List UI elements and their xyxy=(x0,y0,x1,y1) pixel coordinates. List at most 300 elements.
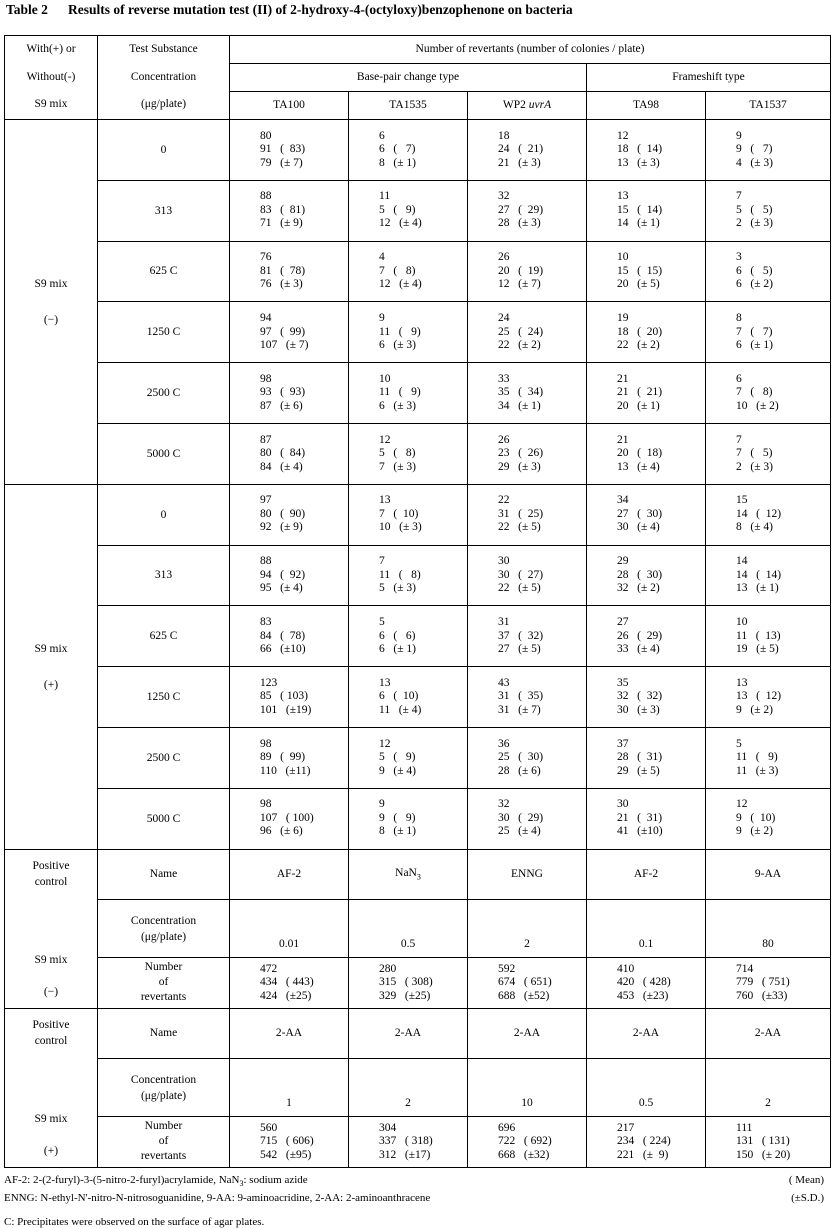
revertant-cell xyxy=(468,241,587,302)
plate-count: 29 xyxy=(617,555,629,568)
data-row xyxy=(5,788,831,849)
plate-count-sd: 13 (± 3) xyxy=(617,156,660,169)
plate-count: 27 xyxy=(617,616,629,629)
control-concentration: 1 xyxy=(230,1059,349,1117)
plate-count: 98 xyxy=(260,372,272,385)
plate-count: 76 xyxy=(260,251,272,264)
strain-ta100: TA100 xyxy=(230,92,349,120)
revertant-cell xyxy=(349,727,468,788)
plate-count-sd: 11 (± 3) xyxy=(736,764,779,777)
plate-count-mean: 18 ( 20) xyxy=(617,325,663,338)
revertant-cell xyxy=(349,1117,468,1168)
plate-count: 7 xyxy=(736,433,742,446)
revertant-cell xyxy=(349,788,468,849)
data-row xyxy=(5,606,831,667)
revertant-cell xyxy=(706,958,831,1009)
revertant-cell xyxy=(706,120,831,181)
plate-count-sd: 7 (± 3) xyxy=(379,460,416,473)
plate-count-mean: 6 ( 10) xyxy=(379,690,419,703)
plate-count-mean: 28 ( 30) xyxy=(617,568,663,581)
plate-count-mean: 21 ( 21) xyxy=(617,386,663,399)
plate-count-sd: 329 (±25) xyxy=(379,989,431,1002)
plate-count: 10 xyxy=(736,616,748,629)
plate-count-sd: 71 (± 9) xyxy=(260,217,303,230)
plate-count-mean: 91 ( 83) xyxy=(260,143,306,156)
plate-count-sd: 760 (±33) xyxy=(736,989,788,1002)
revertant-cell xyxy=(706,241,831,302)
plate-count-sd: 6 (± 3) xyxy=(379,339,416,352)
revertant-cell xyxy=(468,958,587,1009)
plate-count-mean: 27 ( 30) xyxy=(617,507,663,520)
plate-count-mean: 7 ( 8) xyxy=(379,264,416,277)
s9-label-line: (+) xyxy=(43,678,59,691)
plate-count: 5 xyxy=(736,737,742,750)
revertant-cell xyxy=(230,120,349,181)
concentration-cell: 1250 C xyxy=(98,667,230,728)
plate-count: 21 xyxy=(617,372,629,385)
revertant-cell xyxy=(468,484,587,545)
plate-count-mean: 84 ( 78) xyxy=(260,629,306,642)
plate-count-mean: 9 ( 7) xyxy=(736,143,773,156)
plate-count: 696 xyxy=(498,1121,516,1134)
positive-control-text: Positive xyxy=(32,859,70,872)
plate-count: 18 xyxy=(498,129,510,142)
concentration-cell: 1250 C xyxy=(98,302,230,363)
revertant-cell xyxy=(468,363,587,424)
plate-count-sd: 22 (± 2) xyxy=(498,339,541,352)
plate-count: 592 xyxy=(498,962,516,975)
positive-control-text: control xyxy=(34,1034,68,1047)
plate-count: 111 xyxy=(736,1121,753,1134)
plate-count-sd: 11 (± 4) xyxy=(379,703,422,716)
plate-count-mean: 674 ( 651) xyxy=(498,976,552,989)
s9-label-line: S9 mix xyxy=(34,277,68,290)
control-concentration: 10 xyxy=(468,1059,587,1117)
revertants-label: Number of revertants xyxy=(98,958,230,1009)
concentration-cell: 0 xyxy=(98,120,230,181)
revertant-cell xyxy=(349,667,468,728)
revertant-cell xyxy=(587,241,706,302)
s9-label-line: (−) xyxy=(43,985,59,998)
positive-control-label xyxy=(5,849,98,1008)
plate-count-mean: 26 ( 29) xyxy=(617,629,663,642)
plate-count-mean: 11 ( 9) xyxy=(379,325,421,338)
revertant-cell xyxy=(706,788,831,849)
frameshift-header: Frameshift type xyxy=(587,64,831,92)
s9-group-label xyxy=(5,484,98,849)
plate-count-mean: 6 ( 5) xyxy=(736,264,773,277)
plate-count-mean: 35 ( 34) xyxy=(498,386,544,399)
plate-count-sd: 28 (± 6) xyxy=(498,764,541,777)
revertant-cell xyxy=(230,1117,349,1168)
revertant-cell xyxy=(349,302,468,363)
plate-count: 32 xyxy=(498,798,510,811)
plate-count-sd: 10 (± 3) xyxy=(379,521,422,534)
plate-count-mean: 21 ( 31) xyxy=(617,811,663,824)
revertant-cell xyxy=(587,363,706,424)
plate-count-mean: 5 ( 9) xyxy=(379,203,416,216)
revertant-cell xyxy=(587,958,706,1009)
plate-count-sd: 107 (± 7) xyxy=(260,339,309,352)
plate-count: 7 xyxy=(736,190,742,203)
revertants-label: Number of revertants xyxy=(98,1117,230,1168)
revertant-cell xyxy=(349,241,468,302)
plate-count-sd: 101 (±19) xyxy=(260,703,312,716)
test-substance-header: Test Substance Concentration (μg/plate) xyxy=(98,36,230,120)
plate-count: 24 xyxy=(498,312,510,325)
plate-count-mean: 234 ( 224) xyxy=(617,1135,671,1148)
plate-count-sd: 6 (± 1) xyxy=(736,339,773,352)
plate-count: 11 xyxy=(379,190,391,203)
concentration-label: Concentration (μg/plate) xyxy=(98,1059,230,1117)
revertant-cell xyxy=(587,302,706,363)
plate-count: 43 xyxy=(498,676,510,689)
plate-count-mean: 24 ( 21) xyxy=(498,143,544,156)
revertant-cell xyxy=(230,363,349,424)
plate-count-mean: 28 ( 31) xyxy=(617,751,663,764)
control-substance-name: 9-AA xyxy=(706,849,831,899)
control-concentration: 0.5 xyxy=(587,1059,706,1117)
plate-count: 26 xyxy=(498,251,510,264)
revertant-cell xyxy=(587,545,706,606)
plate-count-mean: 14 ( 12) xyxy=(736,507,782,520)
plate-count: 37 xyxy=(617,737,629,750)
plate-count-sd: 76 (± 3) xyxy=(260,278,303,291)
revertant-cell xyxy=(587,606,706,667)
data-row xyxy=(5,423,831,484)
plate-count-mean: 6 ( 6) xyxy=(379,629,416,642)
plate-count: 13 xyxy=(617,190,629,203)
plate-count-mean: 80 ( 84) xyxy=(260,447,306,460)
plate-count-sd: 33 (± 4) xyxy=(617,643,660,656)
plate-count-mean: 27 ( 29) xyxy=(498,203,544,216)
revertant-cell xyxy=(349,545,468,606)
revertant-cell xyxy=(587,180,706,241)
concentration-cell: 625 C xyxy=(98,241,230,302)
table-title xyxy=(6,2,573,18)
plate-count-sd: 12 (± 7) xyxy=(498,278,541,291)
plate-count-sd: 9 (± 2) xyxy=(736,703,773,716)
plate-count-mean: 31 ( 25) xyxy=(498,507,544,520)
revertant-cell xyxy=(587,667,706,728)
plate-count: 123 xyxy=(260,676,278,689)
plate-count: 19 xyxy=(617,312,629,325)
plate-count-sd: 66 (±10) xyxy=(260,643,306,656)
plate-count: 97 xyxy=(260,494,272,507)
data-row xyxy=(5,302,831,363)
plate-count-sd: 8 (± 4) xyxy=(736,521,773,534)
concentration-label: Concentration (μg/plate) xyxy=(98,900,230,958)
revertant-cell xyxy=(349,423,468,484)
plate-count-mean: 20 ( 18) xyxy=(617,447,663,460)
header-row-1 xyxy=(5,36,831,64)
strain-ta1535: TA1535 xyxy=(349,92,468,120)
plate-count: 3 xyxy=(736,251,742,264)
plate-count-mean: 14 ( 14) xyxy=(736,568,782,581)
plate-count-sd: 19 (± 5) xyxy=(736,643,779,656)
footnote-sd: (±S.D.) xyxy=(791,1192,824,1204)
positive-control-text: Positive xyxy=(32,1018,70,1031)
revertant-cell xyxy=(230,545,349,606)
revertant-cell xyxy=(230,667,349,728)
concentration-cell: 313 xyxy=(98,545,230,606)
name-label: Name xyxy=(98,1008,230,1058)
plate-count: 36 xyxy=(498,737,510,750)
plate-count-sd: 688 (±52) xyxy=(498,989,550,1002)
plate-count-sd: 20 (± 5) xyxy=(617,278,660,291)
plate-count-mean: 5 ( 8) xyxy=(379,447,416,460)
plate-count: 15 xyxy=(736,494,748,507)
plate-count-sd: 6 (± 3) xyxy=(379,399,416,412)
revertant-cell xyxy=(230,606,349,667)
plate-count-sd: 110 (±11) xyxy=(260,764,311,777)
plate-count: 12 xyxy=(379,433,391,446)
plate-count-sd: 84 (± 4) xyxy=(260,460,303,473)
control-concentration: 2 xyxy=(468,900,587,958)
revertant-cell xyxy=(587,484,706,545)
plate-count: 34 xyxy=(617,494,629,507)
plate-count: 9 xyxy=(379,798,385,811)
revertant-cell xyxy=(349,120,468,181)
plate-count-mean: 715 ( 606) xyxy=(260,1135,314,1148)
plate-count: 9 xyxy=(736,129,742,142)
footnote-precipitate: C: Precipitates were observed on the surface of agar plates. xyxy=(4,1216,265,1228)
plate-count: 7 xyxy=(379,555,385,568)
revertant-cell xyxy=(706,727,831,788)
concentration-cell: 2500 C xyxy=(98,363,230,424)
revertant-cell xyxy=(230,727,349,788)
plate-count-mean: 30 ( 29) xyxy=(498,811,544,824)
control-substance-name: 2-AA xyxy=(230,1008,349,1058)
concentration-cell: 0 xyxy=(98,484,230,545)
table-number: Table 2 xyxy=(6,2,48,17)
control-substance-name: 2-AA xyxy=(706,1008,831,1058)
data-row xyxy=(5,120,831,181)
plate-count: 472 xyxy=(260,962,278,975)
plate-count-mean: 32 ( 32) xyxy=(617,690,663,703)
revertant-cell xyxy=(706,423,831,484)
revertant-cell xyxy=(349,606,468,667)
s9-label-line: (−) xyxy=(43,313,59,326)
plate-count: 87 xyxy=(260,433,272,446)
plate-count-sd: 424 (±25) xyxy=(260,989,312,1002)
revertant-cell xyxy=(468,1117,587,1168)
plate-count-sd: 14 (± 1) xyxy=(617,217,660,230)
revertant-cell xyxy=(468,120,587,181)
plate-count: 26 xyxy=(498,433,510,446)
s9-label-line: (+) xyxy=(43,1144,59,1157)
plate-count-sd: 10 (± 2) xyxy=(736,399,779,412)
plate-count: 10 xyxy=(617,251,629,264)
plate-count: 304 xyxy=(379,1121,397,1134)
plate-count: 30 xyxy=(617,798,629,811)
plate-count-mean: 31 ( 35) xyxy=(498,690,544,703)
strain-ta1537: TA1537 xyxy=(706,92,831,120)
plate-count: 12 xyxy=(736,798,748,811)
control-substance-name: AF-2 xyxy=(230,849,349,899)
plate-count: 14 xyxy=(736,555,748,568)
concentration-cell: 5000 C xyxy=(98,423,230,484)
plate-count-mean: 30 ( 27) xyxy=(498,568,544,581)
revertant-cell xyxy=(587,1117,706,1168)
plate-count-sd: 22 (± 5) xyxy=(498,521,541,534)
plate-count: 4 xyxy=(379,251,385,264)
plate-count: 13 xyxy=(379,676,391,689)
plate-count: 280 xyxy=(379,962,397,975)
revertant-cell xyxy=(706,363,831,424)
concentration-cell: 625 C xyxy=(98,606,230,667)
plate-count: 83 xyxy=(260,616,272,629)
concentration-cell: 2500 C xyxy=(98,727,230,788)
plate-count-mean: 722 ( 692) xyxy=(498,1135,552,1148)
plate-count-mean: 11 ( 8) xyxy=(379,568,421,581)
plate-count-sd: 21 (± 3) xyxy=(498,156,541,169)
plate-count: 560 xyxy=(260,1121,278,1134)
revertant-cell xyxy=(468,667,587,728)
plate-count: 30 xyxy=(498,555,510,568)
name-label: Name xyxy=(98,849,230,899)
plate-count-sd: 27 (± 5) xyxy=(498,643,541,656)
plate-count-mean: 37 ( 32) xyxy=(498,629,544,642)
plate-count-sd: 9 (± 2) xyxy=(736,825,773,838)
plate-count: 10 xyxy=(379,372,391,385)
revertant-cell xyxy=(468,606,587,667)
plate-count-mean: 779 ( 751) xyxy=(736,976,790,989)
revertant-cell xyxy=(706,180,831,241)
plate-count-mean: 337 ( 318) xyxy=(379,1135,433,1148)
with-without-header: With(+) or Without(-) S9 mix xyxy=(5,36,98,120)
revertant-cell xyxy=(706,606,831,667)
plate-count-mean: 7 ( 7) xyxy=(736,325,773,338)
plate-count: 33 xyxy=(498,372,510,385)
s9-label-line: S9 mix xyxy=(34,642,68,655)
control-concentration: 2 xyxy=(349,1059,468,1117)
s9-group-label xyxy=(5,120,98,485)
plate-count-sd: 79 (± 7) xyxy=(260,156,303,169)
revertant-cell xyxy=(230,788,349,849)
plate-count: 98 xyxy=(260,737,272,750)
plate-count: 88 xyxy=(260,190,272,203)
plate-count-sd: 150 (± 20) xyxy=(736,1148,791,1161)
revertant-cell xyxy=(349,363,468,424)
plate-count-mean: 131 ( 131) xyxy=(736,1135,790,1148)
plate-count-sd: 668 (±32) xyxy=(498,1148,550,1161)
plate-count-sd: 12 (± 4) xyxy=(379,278,422,291)
revertant-cell xyxy=(230,423,349,484)
plate-count-mean: 25 ( 30) xyxy=(498,751,544,764)
revertant-cell xyxy=(349,484,468,545)
revertant-cell xyxy=(230,484,349,545)
revertant-cell xyxy=(230,241,349,302)
plate-count-sd: 6 (± 2) xyxy=(736,278,773,291)
control-substance-name: AF-2 xyxy=(587,849,706,899)
positive-control-text: control xyxy=(34,875,68,888)
plate-count-mean: 18 ( 14) xyxy=(617,143,663,156)
revertant-cell xyxy=(468,302,587,363)
data-row xyxy=(5,667,831,728)
plate-count-sd: 6 (± 1) xyxy=(379,643,416,656)
plate-count: 12 xyxy=(379,737,391,750)
plate-count: 21 xyxy=(617,433,629,446)
plate-count-mean: 11 ( 9) xyxy=(736,751,778,764)
plate-count-sd: 5 (± 3) xyxy=(379,582,416,595)
plate-count-sd: 32 (± 2) xyxy=(617,582,660,595)
plate-count-mean: 97 ( 99) xyxy=(260,325,306,338)
plate-count: 6 xyxy=(736,372,742,385)
plate-count-sd: 9 (± 4) xyxy=(379,764,416,777)
plate-count-sd: 13 (± 1) xyxy=(736,582,779,595)
results-table xyxy=(4,35,831,1168)
plate-count-sd: 20 (± 1) xyxy=(617,399,660,412)
control-concentration: 80 xyxy=(706,900,831,958)
plate-count-mean: 5 ( 9) xyxy=(379,751,416,764)
plate-count-sd: 8 (± 1) xyxy=(379,825,416,838)
plate-count-sd: 2 (± 3) xyxy=(736,460,773,473)
plate-count-mean: 11 ( 9) xyxy=(379,386,421,399)
strain-ta98: TA98 xyxy=(587,92,706,120)
plate-count-sd: 4 (± 3) xyxy=(736,156,773,169)
plate-count-sd: 22 (± 5) xyxy=(498,582,541,595)
plate-count-sd: 13 (± 4) xyxy=(617,460,660,473)
plate-count: 31 xyxy=(498,616,510,629)
revertant-cell xyxy=(468,788,587,849)
plate-count-sd: 22 (± 2) xyxy=(617,339,660,352)
plate-count-mean: 89 ( 99) xyxy=(260,751,306,764)
plate-count-mean: 15 ( 15) xyxy=(617,264,663,277)
plate-count: 5 xyxy=(379,616,385,629)
plate-count-mean: 80 ( 90) xyxy=(260,507,306,520)
revertant-cell xyxy=(706,545,831,606)
plate-count-mean: 7 ( 5) xyxy=(736,447,773,460)
plate-count-sd: 25 (± 4) xyxy=(498,825,541,838)
revertant-cell xyxy=(230,958,349,1009)
revertant-cell xyxy=(587,120,706,181)
plate-count-mean: 25 ( 24) xyxy=(498,325,544,338)
plate-count: 714 xyxy=(736,962,754,975)
footnote-abbrev-2: ENNG: N-ethyl-N'-nitro-N-nitrosoguanidine, 9-AA: 9-aminoacridine, 2-AA: 2-aminoanthracene xyxy=(4,1192,431,1204)
data-row xyxy=(5,180,831,241)
plate-count-sd: 28 (± 3) xyxy=(498,217,541,230)
strain-wp2: WP2 uvrA xyxy=(468,92,587,120)
plate-count-sd: 12 (± 4) xyxy=(379,217,422,230)
plate-count-mean: 23 ( 26) xyxy=(498,447,544,460)
plate-count-sd: 2 (± 3) xyxy=(736,217,773,230)
plate-count-mean: 9 ( 9) xyxy=(379,811,416,824)
plate-count: 12 xyxy=(617,129,629,142)
revertant-cell xyxy=(230,180,349,241)
plate-count: 80 xyxy=(260,129,272,142)
plate-count-mean: 15 ( 14) xyxy=(617,203,663,216)
plate-count-mean: 93 ( 93) xyxy=(260,386,306,399)
plate-count-mean: 11 ( 13) xyxy=(736,629,781,642)
revertant-cell xyxy=(706,667,831,728)
revertant-cell xyxy=(706,484,831,545)
plate-count-sd: 8 (± 1) xyxy=(379,156,416,169)
footnote-abbrev-1: AF-2: 2-(2-furyl)-3-(5-nitro-2-furyl)acrylamide, NaN$_3$: sodium azide xyxy=(4,1174,308,1189)
data-row xyxy=(5,727,831,788)
plate-count-sd: 92 (± 9) xyxy=(260,521,303,534)
plate-count-mean: 420 ( 428) xyxy=(617,976,671,989)
plate-count: 35 xyxy=(617,676,629,689)
plate-count: 98 xyxy=(260,798,272,811)
plate-count-mean: 107 ( 100) xyxy=(260,811,314,824)
plate-count-sd: 95 (± 4) xyxy=(260,582,303,595)
concentration-cell: 313 xyxy=(98,180,230,241)
revertant-cell xyxy=(349,958,468,1009)
plate-count-mean: 85 ( 103) xyxy=(260,690,308,703)
revertant-cell xyxy=(587,788,706,849)
plate-count-sd: 30 (± 4) xyxy=(617,521,660,534)
